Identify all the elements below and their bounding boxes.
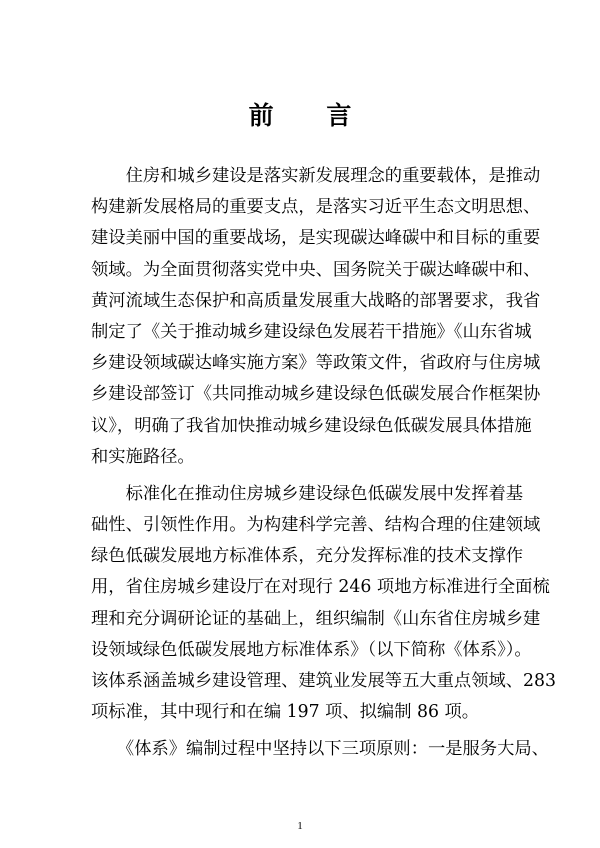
text-line: 础性、引领性作用。为构建科学完善、结构合理的住建领域	[91, 515, 541, 536]
text-line: 设领域绿色低碳发展地方标准体系》（以下简称《体系》）。	[91, 639, 532, 660]
text-line: 项标准，其中现行和在编 197 项、拟编制 86 项。	[91, 702, 480, 723]
text-line: 住房和城乡建设是落实新发展理念的重要载体，是推动	[91, 166, 541, 186]
text-line: 建设美丽中国的重要战场，是实现碳达峰碳中和目标的重要	[91, 228, 541, 249]
text-line: 构建新发展格局的重要支点，是落实习近平生态文明思想、	[91, 197, 541, 218]
text-line: 议》，明确了我省加快推动城乡建设绿色低碳发展具体措施	[91, 415, 532, 436]
paragraph-1	[91, 161, 541, 473]
page-number: 1	[297, 820, 303, 832]
text-line: 领域。为全面贯彻落实党中央、国务院关于碳达峰碳中和、	[91, 259, 541, 280]
text-line: 理和充分调研论证的基础上，组织编制《山东省住房城乡建	[91, 608, 541, 629]
text-line: 该体系涵盖城乡建设管理、建筑业发展等五大重点领域、283	[91, 671, 557, 691]
page-title: 前 言	[248, 101, 374, 130]
text-line: 绿色低碳发展地方标准体系，充分发挥标准的技术支撑作	[91, 546, 524, 567]
text-line: 乡建设部签订《共同推动城乡建设绿色低碳发展合作框架协	[91, 384, 541, 405]
document-body	[91, 161, 557, 766]
text-line: 用，省住房城乡建设厅在对现行 246 项地方标准进行全面梳	[91, 577, 550, 598]
paragraph-3	[91, 734, 549, 765]
text-line: 和实施路径。	[91, 446, 195, 467]
text-line: 《体系》编制过程中坚持以下三项原则：一是服务大局、	[91, 739, 549, 760]
text-line: 黄河流域生态保护和高质量发展重大战略的部署要求，我省	[91, 290, 541, 311]
paragraph-2	[91, 479, 557, 729]
text-line: 标准化在推动住房城乡建设绿色低碳发展中发挥着基	[91, 483, 524, 504]
text-line: 制定了《关于推动城乡建设绿色发展若干措施》《山东省城	[91, 321, 532, 342]
text-line: 乡建设领域碳达峰实施方案》等政策文件，省政府与住房城	[91, 353, 541, 374]
